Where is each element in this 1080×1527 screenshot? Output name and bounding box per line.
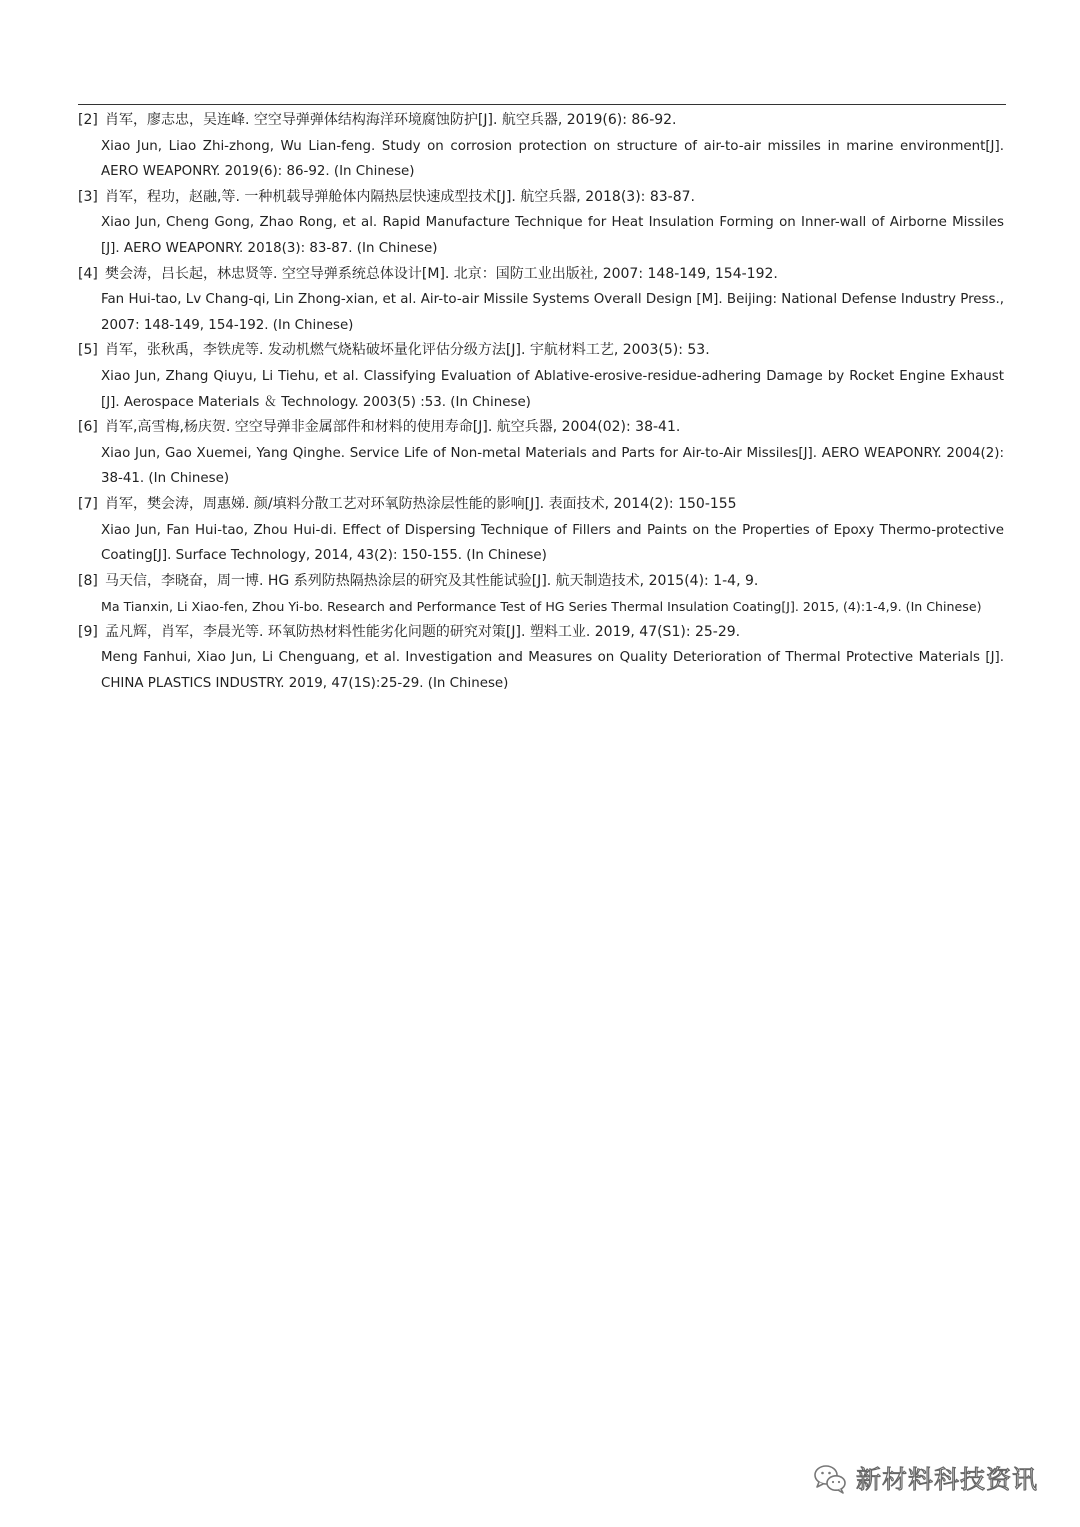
reference-item bbox=[78, 108, 1004, 185]
reference-number: [3] bbox=[78, 188, 98, 205]
reference-chinese: 孟凡辉，肖军，李晨光等. 环氧防热材料性能劣化问题的研究对策[J]. 塑料工业. 2019, 47(S1): 25-29. bbox=[105, 623, 741, 640]
reference-chinese: 肖军，廖志忠，吴连峰. 空空导弹弹体结构海洋环境腐蚀防护[J]. 航空兵器, 2019(6): 86-92. bbox=[105, 112, 677, 128]
reference-item bbox=[78, 338, 1004, 415]
reference-english: Ma Tianxin, Li Xiao-fen, Zhou Yi-bo. Research and Performance Test of HG Series Thermal Insulation Coating[J]. 2015, (4):1-4,9. (In Chinese) bbox=[101, 599, 982, 615]
reference-item bbox=[78, 415, 1004, 492]
top-rule bbox=[78, 104, 1006, 105]
reference-number: [2] bbox=[78, 112, 98, 128]
reference-item bbox=[78, 620, 1004, 697]
reference-number: [8] bbox=[78, 572, 98, 589]
reference-chinese: 樊会涛，吕长起，林忠贤等. 空空导弹系统总体设计[M]. 北京：国防工业出版社, 2007: 148-149, 154-192. bbox=[105, 265, 778, 282]
reference-english: Xiao Jun, Gao Xuemei, Yang Qinghe. Service Life of Non-metal Materials and Parts for Air-to-Air Missiles[J]. AERO WEAPONRY. 2004(2): 38-41. (In Chinese) bbox=[101, 445, 1004, 487]
reference-chinese: 肖军,高雪梅,杨庆贺. 空空导弹非金属部件和材料的使用寿命[J]. 航空兵器, 2004(02): 38-41. bbox=[105, 419, 681, 436]
reference-number: [9] bbox=[78, 623, 98, 640]
reference-number: [7] bbox=[78, 495, 98, 512]
reference-number: [5] bbox=[78, 342, 98, 359]
wechat-icon bbox=[812, 1460, 848, 1496]
reference-english: Fan Hui-tao, Lv Chang-qi, Lin Zhong-xian, et al. Air-to-air Missile Systems Overall Design [M]. Beijing: National Defense Industry Press., 2007: 148-149, 154-192. (In Chinese) bbox=[101, 292, 1004, 333]
reference-chinese: 肖军，张秋禹，李铁虎等. 发动机燃气烧粘破坏量化评估分级方法[J]. 宇航材料工艺, 2003(5): 53. bbox=[105, 342, 710, 359]
reference-english: Xiao Jun, Fan Hui-tao, Zhou Hui-di. Effect of Dispersing Technique of Fillers and Paints on the Properties of Epoxy Thermo-protective Coating[J]. Surface Technology, 2014, 43(2): 150-155. (In Chinese) bbox=[101, 522, 1004, 564]
reference-number: [6] bbox=[78, 419, 98, 436]
reference-list bbox=[78, 108, 1004, 697]
reference-chinese: 肖军，樊会涛，周惠娣. 颜/填料分散工艺对环氧防热涂层性能的影响[J]. 表面技术, 2014(2): 150-155 bbox=[105, 495, 737, 512]
reference-chinese: 肖军，程功，赵融,等. 一种机载导弹舱体内隔热层快速成型技术[J]. 航空兵器, 2018(3): 83-87. bbox=[105, 188, 695, 205]
reference-number: [4] bbox=[78, 265, 98, 282]
watermark-text: 新材料科技资讯 bbox=[856, 1465, 1039, 1494]
reference-item bbox=[78, 185, 1004, 262]
reference-item bbox=[78, 492, 1004, 569]
reference-english: Meng Fanhui, Xiao Jun, Li Chenguang, et al. Investigation and Measures on Quality Deterioration of Thermal Protective Materials [J]. CHINA PLASTICS INDUSTRY. 2019, 47(1S):25-29. (In Chinese) bbox=[101, 650, 1004, 692]
reference-item bbox=[78, 262, 1004, 339]
reference-english: Xiao Jun, Cheng Gong, Zhao Rong, et al. Rapid Manufacture Technique for Heat Insulation Forming on Inner-wall of Airborne Missiles [J]. AERO WEAPONRY. 2018(3): 83-87. (In Chinese) bbox=[101, 215, 1004, 256]
reference-item bbox=[78, 569, 1004, 620]
reference-chinese: 马天信，李晓奋，周一博. HG 系列防热隔热涂层的研究及其性能试验[J]. 航天制造技术, 2015(4): 1-4, 9. bbox=[105, 572, 759, 589]
reference-english: Xiao Jun, Liao Zhi-zhong, Wu Lian-feng. Study on corrosion protection on structure of air-to-air missiles in marine environment[J]. AERO WEAPONRY. 2019(6): 86-92. (In Chinese) bbox=[101, 138, 1004, 180]
watermark bbox=[812, 1460, 1038, 1496]
reference-english: Xiao Jun, Zhang Qiuyu, Li Tiehu, et al. Classifying Evaluation of Ablative-erosive-residue-adhering Damage by Rocket Engine Exhaust [J]. Aerospace Materials ＆ Technology. 2003(5) :53. (In Chinese) bbox=[101, 368, 1004, 410]
